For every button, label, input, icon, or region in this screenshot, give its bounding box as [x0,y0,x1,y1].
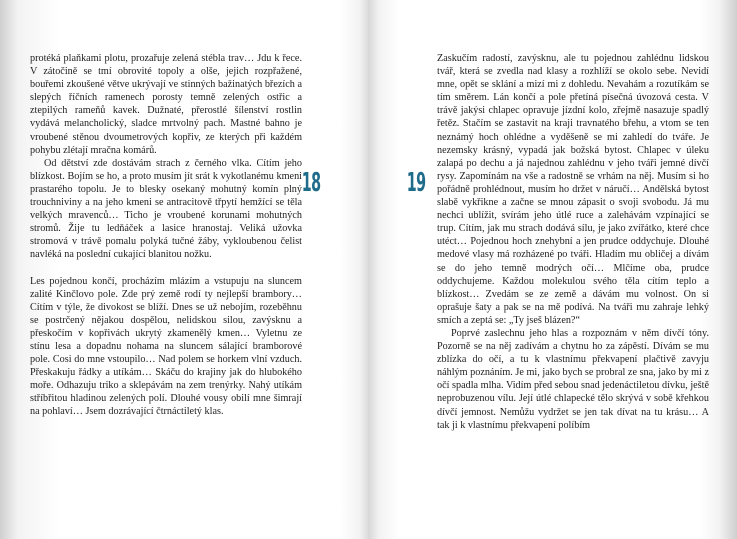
page-number: 19 [406,168,426,198]
left-page [0,0,368,539]
paragraph: Poprvé zaslechnu jeho hlas a rozpoznám v něm dívčí tóny. Pozorně se na něj zadívám a chytnu ho za zápěstí. Dívám se mu zblízka do očí, a tu k vlastnímu překvapení plačtivě zavyju náhlým poznáním. Je mi, jako bych se probral ze sna, jako by mi z očí spadla mlha. Vidím před sebou snad jedenáctiletou dívku, ještě neprobuzenou vílu. Její útlé chlapecké tělo skrývá v sobě křehkou dívčí jemnost. Nemůžu vydržet se jen tak dívat na tu krásu… A tak ji k vlastnímu překvapení políbím [437,327,709,431]
paragraph: Les pojednou končí, procházím mlázím a vstupuju na sluncem zalité Kinčlovo pole. Zde prý země rodí ty nejlepší brambory… Cítím v týle, že divokost se blíží. Dnes se už nebojím, rozeběhnu se postrčený nějakou dospělou, nelidskou silou, zavýsknu a přeskočím v kopřivách ukrytý zkamenělý kmen… Vyletnu ze stínu lesa a dopadnu nohama na sluncem sálající bramborové pole. Cosi do mne vstoupilo… Nad polem se horkem vlní vzduch. Přeskakuju řádky a utíkám… Skáču do krajiny jak do hlubokého moře. Odhazuju triko a sklepávám na zem trenýrky. Nahý utíkám stříbřitou hladinou zelených polí. Dlouhé vousy obilí mne šimrají na pohlaví… Jsem dozrávající čtrnáctiletý klas. [30,275,302,418]
paragraph: protéká plaňkami plotu, prozařuje zelená stébla trav… Jdu k řece. V zátočině se tmí obrovité topoly a olše, jejich rozpřažené, bouřemi zkoušené větve ukrývají ve stinných bažinatých březích a slepých říčních ramenech porosty temně zelených ostřic a ztepilých rameňů kavek. Dužnaté, přerostlé šílenství rostlin vydává melancholický, sladce mrtvolný pach. Mastné bahno je vroubené stěnou dvoumetrových kopřiv, ze kterých při každém pohybu zlétají mračna komárů. [30,53,302,156]
page-number: 18 [301,168,321,198]
right-page-text [437,52,709,432]
paragraph: Zaskučím radostí, zavýsknu, ale tu pojednou zahlédnu lidskou tvář, která se zvedla nad klasy a rozhlíží se okolo sebe. Nevidí mne, opět se sklání a mizí mi z dohledu. Nevahám a rozutíkám se tím směrem. Lán končí a pole přetíná písečná úvozová cesta. V trávě jakýsi chlapec opravuje jízdní kolo, zřejmě nasazuje spadlý řetěz. Stačím se zastavit na kraji travnatého břehu, a vtom se ten neznámý hoch ohlédne a vyděšeně se mi zahledí do tváře. Je nezemsky krásný, vypadá jak božská bytost. Chlapec v úleku zalapá po dechu a já najednou zahlédnu v jeho tváři jemné dívčí rysy. Zapomínám na vše a radostně se vrhám na něj. Musím si ho pořádně prohlédnout, musím ho držet v náručí… Andělská bytost slabě vykřikne a začne se mnou zápasit o svoji svobodu. Já mu nechci ublížit, svírám jeho útlé ruce a zalehávám vzpínající se trup. Cítím, jak mu strach dodává sílu, je jako zvířátko, které chce utéct… Pojednou hoch znehybní a jen prudce oddychuje. Dlouhé medové vlasy má rozházené po tváři. Hladím mu obličej a dívám se do jeho temně modrých očí… Mlčíme oba, prudce oddychujeme. Každou molekulou svého těla cítím teplo a blízkost… Zvedám se ze země a dávám mu volnost. On si oprašuje šaty a pak se na mě podívá. Na tváři mu zahraje lehký smích a zeptá se: „Ty jseš blázen?“ [437,53,709,326]
right-page [369,0,737,539]
left-page-text [30,52,302,419]
paragraph: Od dětství zde dostávám strach z černého vlka. Cítím jeho blízkost. Bojím se ho, a proto musím jít srát k vykotlanému kmeni prastarého topolu. Je to blesky osekaný mohutný komín plný trouchniviny a na jeho kmeni se antracitově třpytí hemžící se těla velkých mravenců… Ticho je vroubené korunami mohutných stromů. Žije tu ledňáček a lasice hranostaj. Veliká užovka stromová v trávě pomalu polyká tučné žáby, vykloubenou čelist navléká na poslední cukající blanitou nožku. [30,157,302,261]
